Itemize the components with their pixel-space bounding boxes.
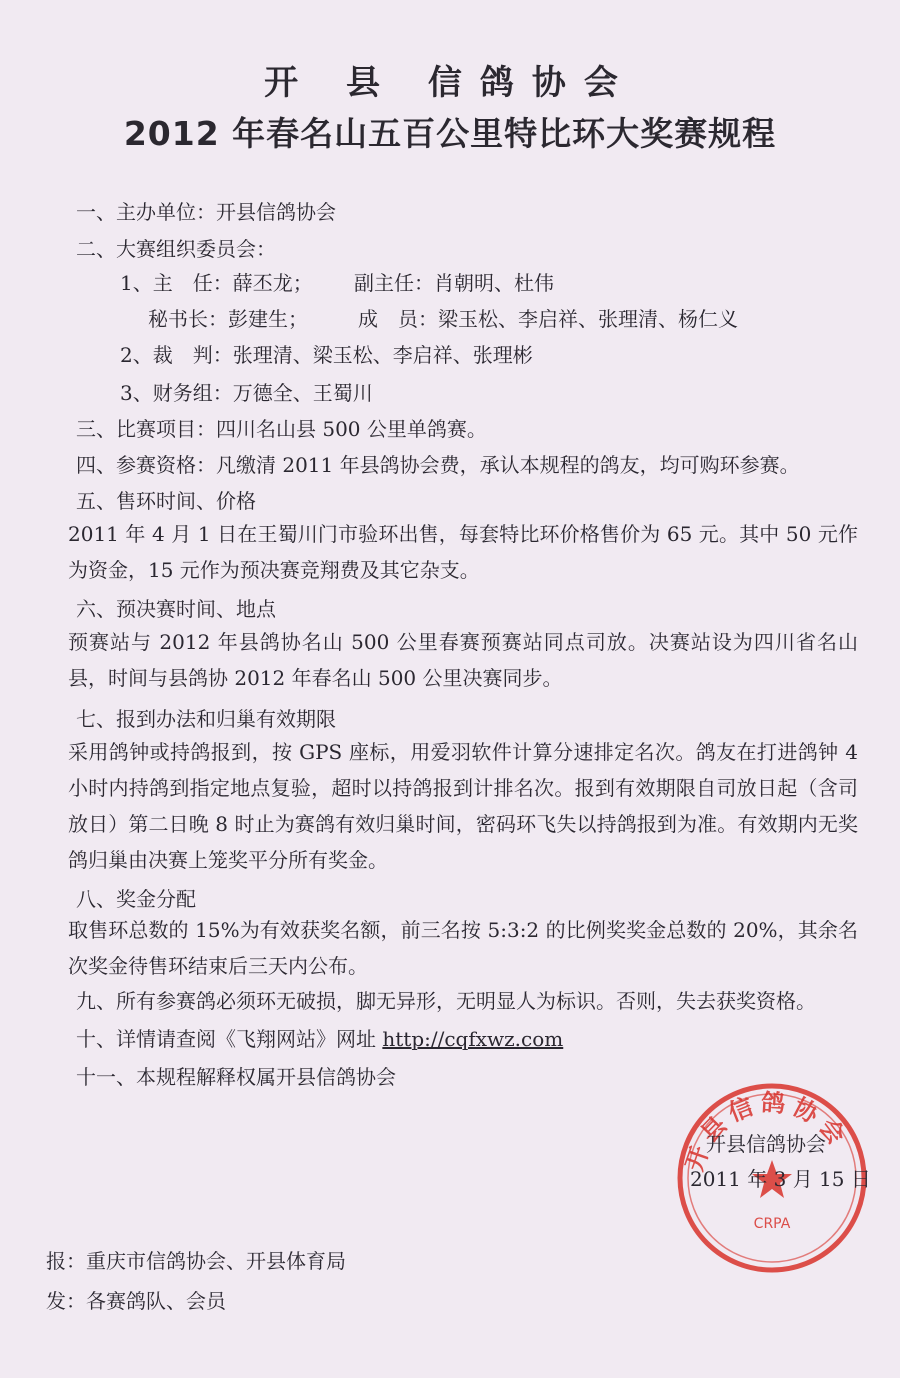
footer-distribute-to: 发：各赛鸽队、会员 [46,1289,226,1313]
section-prize-heading: 八、奖金分配 [76,887,196,911]
section-organizer: 一、主办单位：开县信鸽协会 [76,200,336,224]
seal-text: 开县信鸽协会 [680,1088,855,1175]
section-race-time-heading: 六、预决赛时间、地点 [76,597,276,621]
signature-date: 2011 年 3 月 15 日 [690,1167,871,1191]
footer-report-to: 报：重庆市信鸽协会、开县体育局 [46,1249,346,1273]
seal-abbrev: CRPA [753,1216,791,1232]
website-label: 十、详情请查阅《飞翔网站》网址 [76,1027,376,1051]
section-report-body: 采用鸽钟或持鸽报到，按 GPS 座标，用爱羽软件计算分速排定名次。鸽友在打进鸽钟 4 小时内持鸽到指定地点复验，超时以持鸽报到计排名次。报到有效期限自司放日起（含司放日）第二日晚 8 时止为赛鸽有效归巢时间，密码环飞失以持鸽报到为准。有效期内无奖鸽归巢由决赛上笼奖平分所有奖金。 [68,740,858,872]
document-title: 开 县 信鸽协会 [264,63,636,103]
section-eligibility: 四、参赛资格：凡缴清 2011 年县鸽协会费，承认本规程的鸽友，均可购环参赛。 [76,453,800,477]
section-ring-sale-heading: 五、售环时间、价格 [76,489,256,513]
section-ring-sale-body: 2011 年 4 月 1 日在王蜀川门市验环出售，每套特比环价格售价为 65 元。其中 50 元作为资金，15 元作为预决赛竞翔费及其它杂支。 [68,522,858,582]
signature-org: 开县信鸽协会 [706,1132,826,1156]
section-race-time-body: 预赛站与 2012 年县鸽协名山 500 公里春赛预赛站同点司放。决赛站设为四川省名山县，时间与县鸽协 2012 年春名山 500 公里决赛同步。 [68,630,858,690]
committee-director: 1、主 任：薛丕龙； [120,271,313,295]
committee-judges: 2、裁 判：张理清、梁玉松、李启祥、张理彬 [120,343,533,367]
committee-members: 成 员：梁玉松、李启祥、张理清、杨仁义 [358,307,738,331]
section-event: 三、比赛项目：四川名山县 500 公里单鸽赛。 [76,417,487,441]
document-subtitle: 2012 年春名山五百公里特比环大奖赛规程 [123,114,777,153]
committee-deputy: 副主任：肖朝明、杜伟 [354,271,554,295]
section-prize-body: 取售环总数的 15%为有效获奖名额，前三名按 5:3:2 的比例奖奖金总数的 20%，其余名次奖金待售环结束后三天内公布。 [68,918,858,978]
section-website [76,1024,563,1054]
committee-finance: 3、财务组：万德全、王蜀川 [120,381,373,405]
website-link[interactable]: http://cqfxwz.com [382,1027,564,1051]
section-report-heading: 七、报到办法和归巢有效期限 [76,707,336,731]
section-rules: 九、所有参赛鸽必须环无破损，脚无异形，无明显人为标识。否则，失去获奖资格。 [76,989,816,1013]
section-interpretation: 十一、本规程解释权属开县信鸽协会 [76,1065,396,1089]
committee-secretary: 秘书长：彭建生； [148,307,308,331]
section-committee: 二、大赛组织委员会： [76,237,276,261]
